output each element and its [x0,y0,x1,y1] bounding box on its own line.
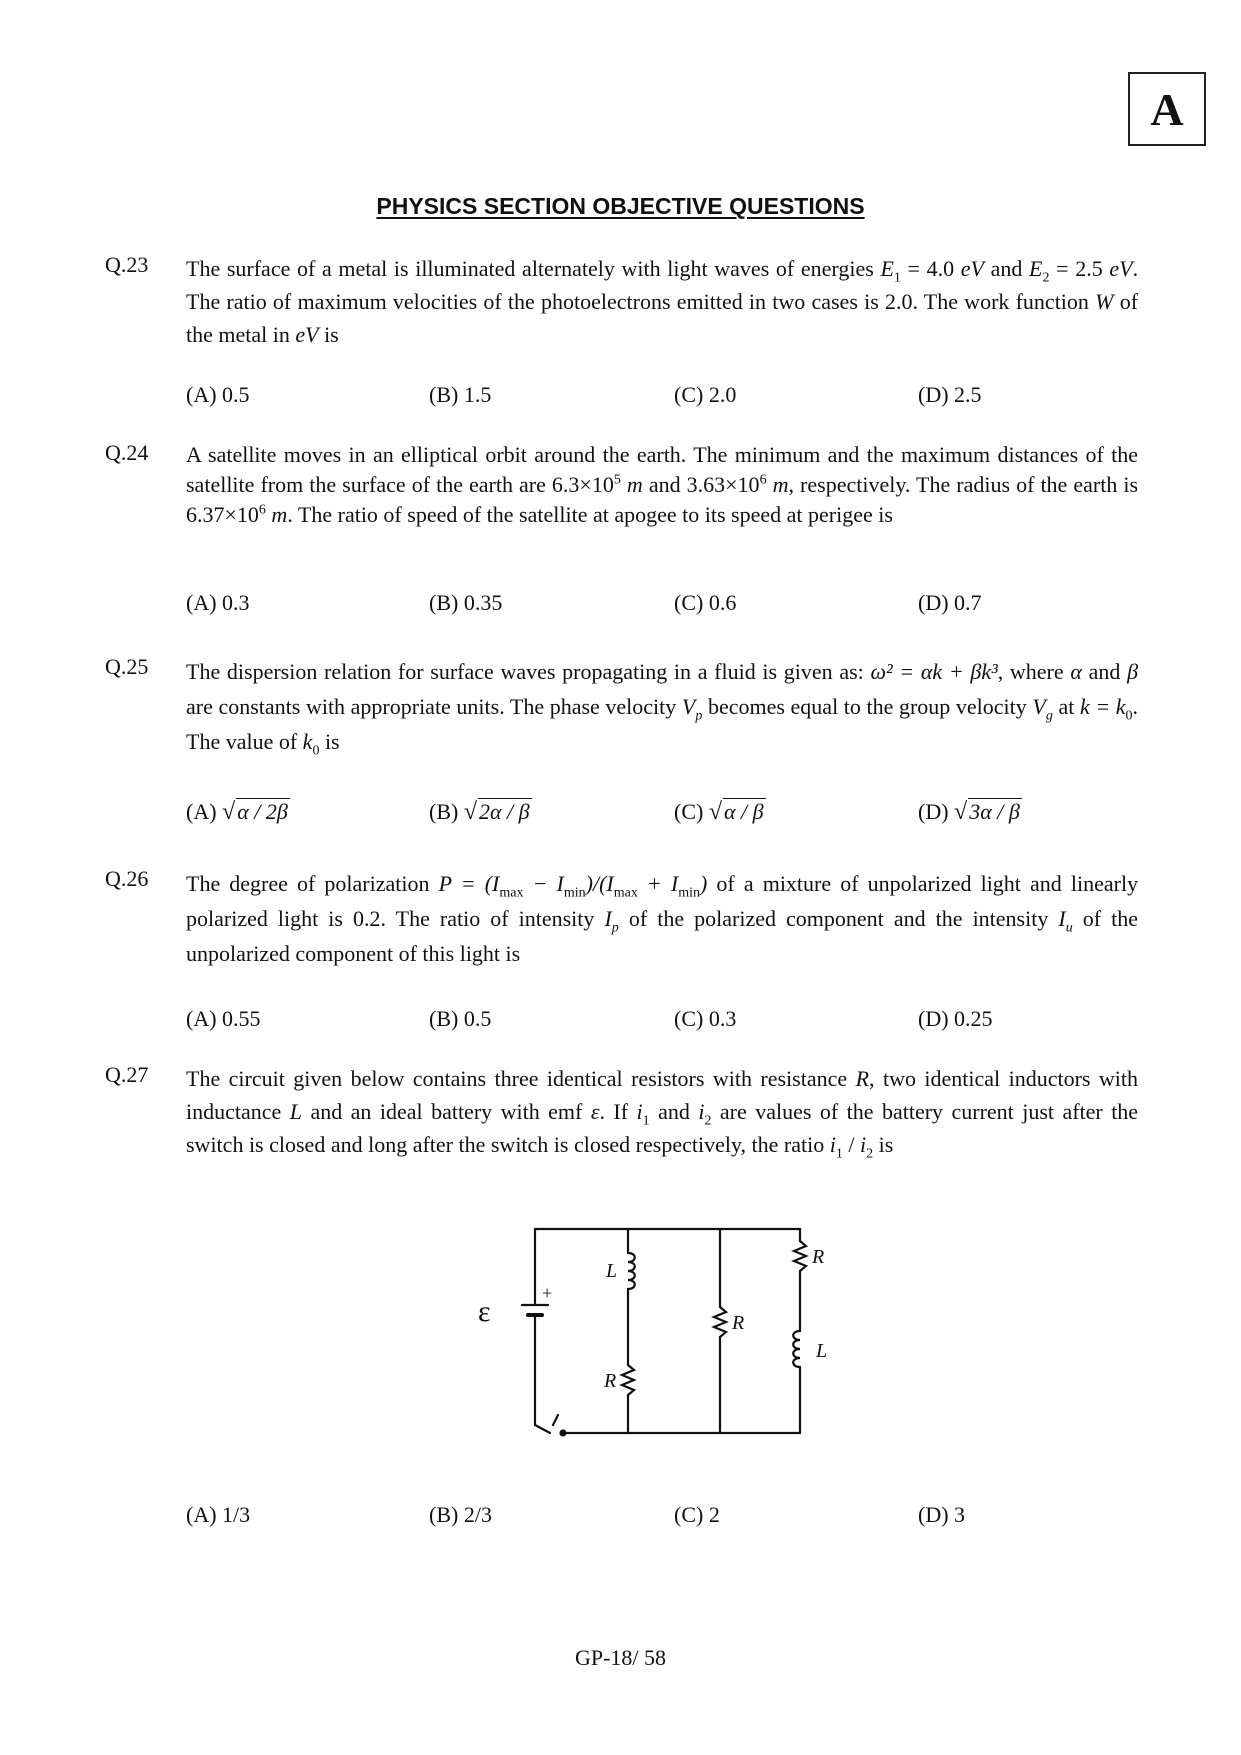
battery-plus-label: + [542,1283,553,1303]
resistor-3-label: R [812,1246,825,1268]
option-b[interactable]: (B) 0.35 [429,590,503,615]
question-text: A satellite moves in an elliptical orbit around the earth. The minimum and the maximum distances of the satellite from the surface of the earth are $6.3\times 10^5$ m and $3.63\times 10^6$ m, respectively. The radius of the earth is $6.37\times 10^6$ m. The ratio of speed of the satellite at apogee to its speed at perigee is [186,442,1139,527]
page-footer: GP-18/ 58 [574,1645,667,1670]
resistor-1-label: R [604,1370,617,1392]
option-a[interactable]: (A) 0.5 [186,382,250,407]
option-c[interactable]: (C) 2.0 [674,382,737,407]
inductor-2 [793,1331,800,1367]
inductor-2-label: L [816,1340,828,1362]
option-a[interactable]: (A) 1/3 [186,1502,251,1527]
question-text: The degree of polarization $P = (I_{max} - I_{min})/(I_{max} + I_{min})$ of a mixture of unpolarized light and linearly polarized light is 0.2. The ratio of intensity $I_p$ of the polarized component and the intensity $I_u$ of the unpolarized component of this light is [186,871,1139,966]
switch-blade [535,1425,550,1433]
option-a[interactable]: (A) √α / 2β [186,799,288,825]
option-d[interactable]: (D) 3 [918,1502,966,1527]
question-number: Q.27 [105,1062,149,1087]
resistor-2 [714,1307,726,1337]
inductor-1-label: L [606,1260,618,1282]
option-d[interactable]: (D) √3α / β [918,799,1020,825]
option-c[interactable]: (C) 0.3 [674,1006,737,1031]
inductor-1 [628,1253,635,1289]
question-number: Q.25 [105,654,149,679]
option-d[interactable]: (D) 0.7 [918,590,982,615]
emf-label: ε [478,1295,491,1328]
section-title: PHYSICS SECTION OBJECTIVE QUESTIONS [376,193,865,219]
option-d[interactable]: (D) 2.5 [918,382,982,407]
set-code: A [1150,83,1184,135]
question-number: Q.24 [105,440,149,465]
question-text: The circuit given below contains three identical resistors with resistance R, two identical inductors with inductance L and an ideal battery with emf ε. If $i_1$ and $i_2$ are values of the battery current just after the switch is closed and long after the switch is closed respectively, the ratio $i_1 / i_2$ is [186,1066,1139,1162]
option-b[interactable]: (B) √2α / β [429,799,530,825]
option-d[interactable]: (D) 0.25 [918,1006,993,1031]
option-c[interactable]: (C) √α / β [674,799,764,825]
set-code-box [1128,72,1206,146]
resistor-3 [794,1241,806,1271]
option-a[interactable]: (A) 0.3 [186,590,250,615]
resistor-2-label: R [732,1312,745,1334]
option-b[interactable]: (B) 2/3 [429,1502,492,1527]
option-b[interactable]: (B) 0.5 [429,1006,492,1031]
question-text: The surface of a metal is illuminated alternately with light waves of energies $E_1 = 4.0$ eV and $E_2 = 2.5$ eV. The ratio of maximum velocities of the photoelectrons emitted in two cases is 2.0. The work function W of the metal in eV is [186,256,1139,347]
option-a[interactable]: (A) 0.55 [186,1006,261,1031]
resistor-1 [622,1365,634,1395]
option-c[interactable]: (C) 0.6 [674,590,737,615]
option-c[interactable]: (C) 2 [674,1502,720,1527]
circuit-diagram [470,1215,850,1455]
question-number: Q.26 [105,866,149,891]
question-number: Q.23 [105,252,149,277]
option-b[interactable]: (B) 1.5 [429,382,492,407]
question-text: The dispersion relation for surface waves propagating in a fluid is given as: ω² = αk + βk³, where α and β are constants with appropriate units. The phase velocity $V_p$ becomes equal to the group velocity $V_g$ at $k = k_0$. The value of $k_0$ is [186,659,1139,759]
switch-lever [553,1415,558,1425]
